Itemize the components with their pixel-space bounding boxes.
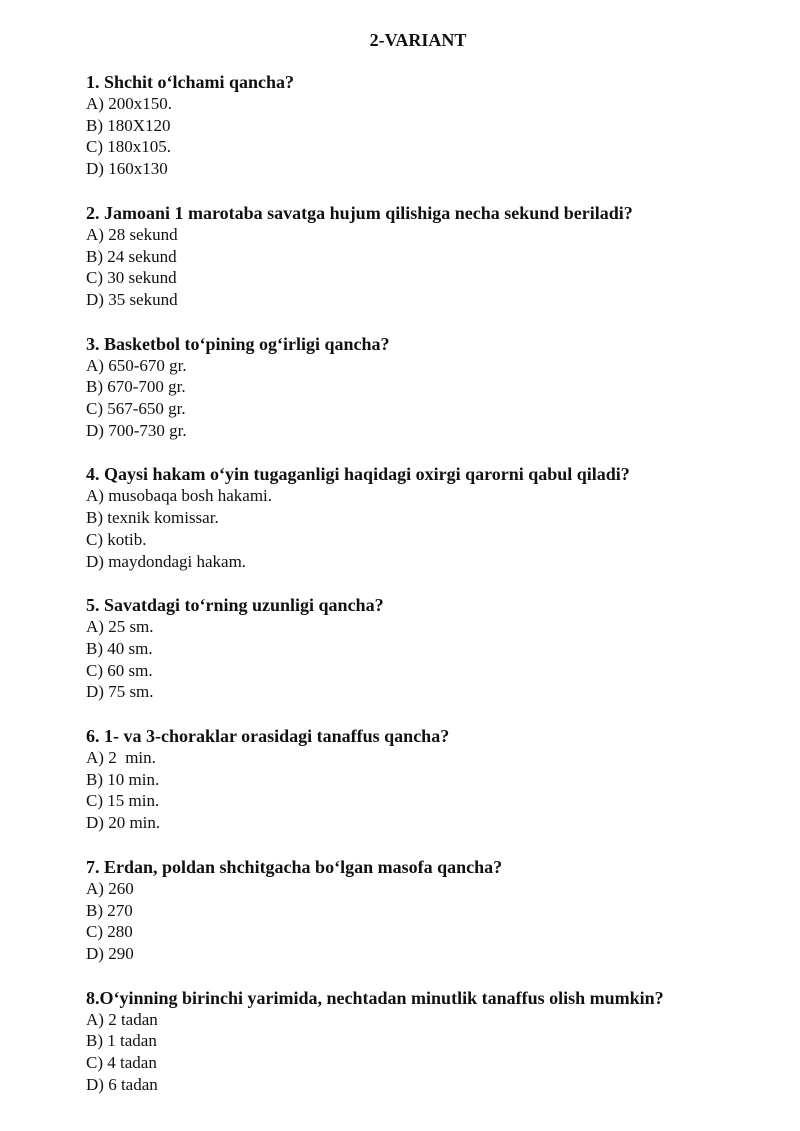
- option-a: A) 650-670 gr.: [86, 355, 187, 375]
- option-c: C) 180x105.: [86, 137, 171, 157]
- question-6: [86, 725, 766, 834]
- option-a: A) 25 sm.: [86, 617, 154, 637]
- question-7: [86, 856, 766, 965]
- question-list: [86, 71, 766, 1118]
- option-c: C) kotib.: [86, 529, 147, 549]
- question-2: [86, 202, 766, 311]
- question-5: [86, 594, 766, 703]
- option-c: C) 280: [86, 922, 133, 942]
- question-text: 7. Erdan, poldan shchitgacha bo‘lgan masofa qancha?: [86, 856, 503, 877]
- option-d: D) 700-730 gr.: [86, 420, 187, 440]
- question-3: [86, 333, 766, 442]
- option-d: D) maydondagi hakam.: [86, 551, 247, 571]
- question-text: 4. Qaysi hakam o‘yin tugaganligi haqidagi oxirgi qarorni qabul qiladi?: [86, 464, 630, 485]
- option-a: A) 28 sekund: [86, 224, 178, 244]
- question-text: 2. Jamoani 1 marotaba savatga hujum qilishiga necha sekund beriladi?: [86, 202, 633, 223]
- question-text: 5. Savatdagi to‘rning uzunligi qancha?: [86, 595, 384, 616]
- option-c: C) 4 tadan: [86, 1053, 157, 1073]
- option-a: A) musobaqa bosh hakami.: [86, 486, 273, 506]
- document-title: 2-VARIANT: [369, 30, 467, 50]
- option-b: B) 40 sm.: [86, 638, 153, 658]
- option-b: B) 10 min.: [86, 769, 160, 789]
- option-a: A) 260: [86, 878, 134, 898]
- question-text: 1. Shchit o‘lchami qancha?: [86, 72, 295, 92]
- option-d: D) 75 sm.: [86, 682, 154, 702]
- option-c: C) 15 min.: [86, 791, 160, 811]
- option-d: D) 35 sekund: [86, 289, 178, 309]
- option-b: B) 670-700 gr.: [86, 377, 186, 397]
- option-d: D) 160x130: [86, 159, 168, 179]
- option-b: B) 1 tadan: [86, 1031, 157, 1051]
- option-a: A) 2 min.: [86, 748, 156, 768]
- question-1: [86, 71, 766, 180]
- option-b: B) 270: [86, 900, 133, 920]
- option-b: B) 180X120: [86, 115, 171, 135]
- option-c: C) 30 sekund: [86, 268, 177, 288]
- question-8: [86, 987, 766, 1096]
- question-4: [86, 463, 766, 572]
- option-a: A) 200x150.: [86, 94, 172, 113]
- option-b: B) 24 sekund: [86, 246, 177, 266]
- question-text: 3. Basketbol to‘pining og‘irligi qancha?: [86, 333, 390, 354]
- option-c: C) 60 sm.: [86, 660, 153, 680]
- question-text: 8.O‘yinning birinchi yarimida, nechtadan minutlik tanaffus olish mumkin?: [86, 987, 664, 1008]
- option-d: D) 290: [86, 943, 134, 963]
- question-text: 6. 1- va 3-choraklar orasidagi tanaffus qancha?: [86, 726, 450, 747]
- option-d: D) 6 tadan: [86, 1074, 158, 1094]
- option-b: B) texnik komissar.: [86, 508, 219, 528]
- option-a: A) 2 tadan: [86, 1009, 158, 1029]
- option-d: D) 20 min.: [86, 813, 161, 833]
- option-c: C) 567-650 gr.: [86, 399, 186, 419]
